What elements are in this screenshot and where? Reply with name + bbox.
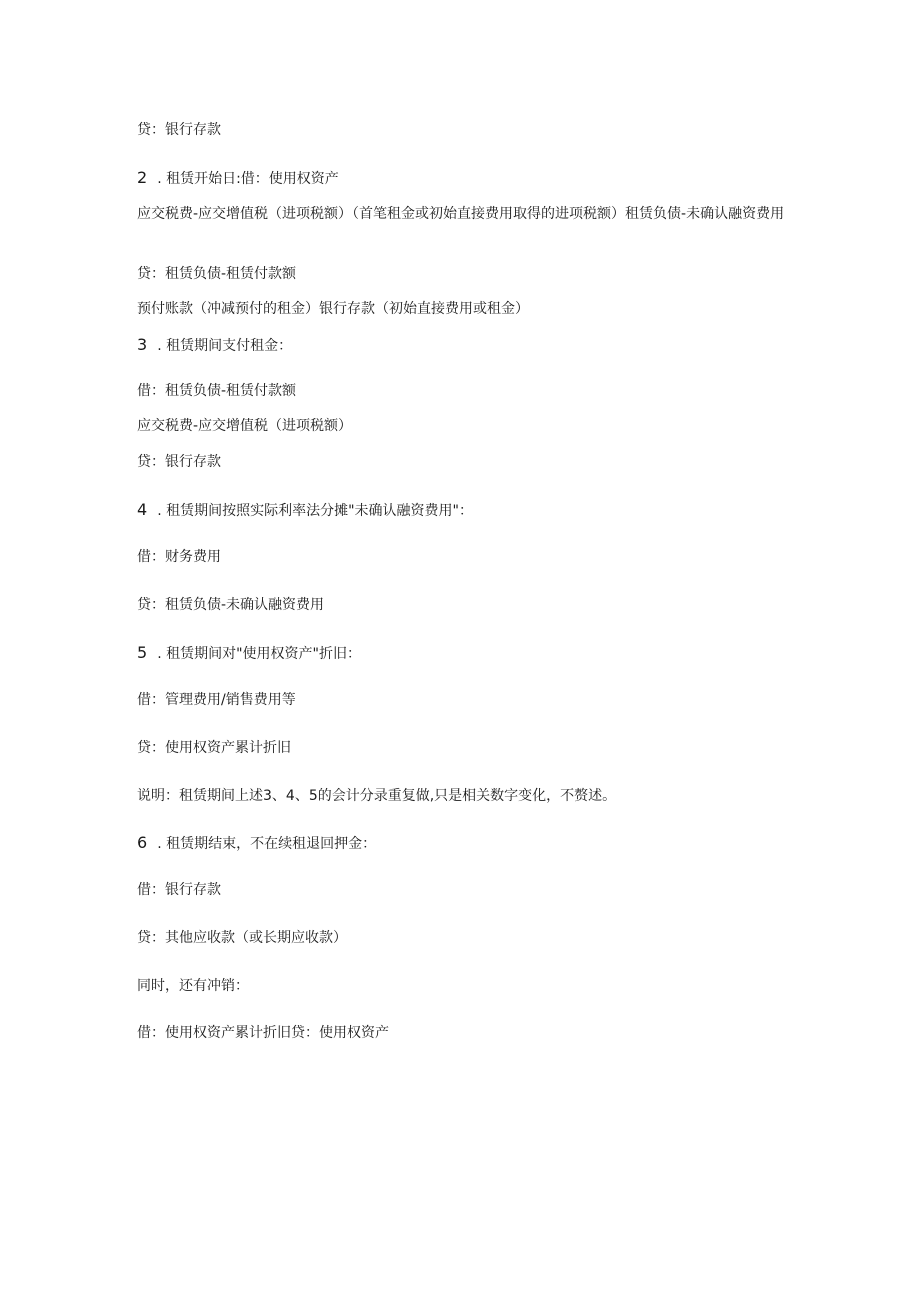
section-number: 6 (137, 833, 148, 852)
entry-prepaid-and-bank (137, 299, 787, 319)
line-text: 贷：租赁负债-租赁付款额 (137, 266, 297, 282)
line-text: 租赁期间对"使用权资产"折旧： (166, 646, 361, 662)
line-text: 应交税费-应交增值税（进项税额）（首笔租金或初始直接费用取得的进项税额）租赁负债-未确认融资费用 (137, 206, 785, 222)
entry-debit-finance-expense (137, 547, 787, 567)
entry-tax-and-unrecognized (137, 202, 787, 227)
entry-credit-bank-2 (137, 452, 787, 472)
entry-debit-management-expense (137, 690, 787, 710)
line-text: 借：使用权资产累计折旧贷：使用权资产 (137, 1025, 389, 1041)
section-dot: . (157, 503, 162, 519)
section-dot: . (157, 836, 162, 852)
entry-credit-other-receivables (137, 928, 787, 948)
line-text: 说明：租赁期间上述3、4、5的会计分录重复做,只是相关数字变化，不赘述。 (137, 788, 617, 804)
line-text: 贷：银行存款 (137, 454, 221, 470)
entry-debit-bank (137, 880, 787, 900)
entry-credit-unrecognized (137, 595, 787, 615)
section-number: 3 (137, 335, 148, 354)
line-text: 同时，还有冲销： (137, 978, 249, 994)
section-5-heading (137, 643, 787, 664)
entry-also-writeoff (137, 976, 787, 996)
explanation-note (137, 786, 787, 806)
line-text: 预付账款（冲减预付的租金）银行存款（初始直接费用或租金） (137, 301, 529, 317)
line-text: 借：租赁负债-租赁付款额 (137, 383, 297, 399)
entry-credit-lease-payment (137, 264, 787, 284)
line-text: 借：银行存款 (137, 882, 221, 898)
section-number: 5 (137, 643, 148, 662)
entry-credit-bank-1 (137, 120, 787, 140)
line-text: 租赁期间支付租金： (166, 338, 293, 354)
entry-credit-accumulated-depreciation (137, 738, 787, 758)
section-2-heading (137, 168, 787, 189)
line-text: 借：管理费用/销售费用等 (137, 692, 296, 708)
entry-writeoff-depreciation (137, 1023, 787, 1043)
section-4-heading (137, 500, 787, 521)
line-text: 贷：租赁负债-未确认融资费用 (137, 597, 325, 613)
section-dot: . (157, 171, 162, 187)
section-number: 2 (137, 168, 148, 187)
entry-tax-input-vat (137, 416, 787, 436)
line-text: 借：财务费用 (137, 549, 221, 565)
line-text: 租赁期间按照实际利率法分摊"未确认融资费用"： (166, 503, 473, 519)
line-text: 贷：银行存款 (137, 122, 221, 138)
line-text: 租赁开始日:借：使用权资产 (166, 171, 339, 187)
line-text: 贷：使用权资产累计折旧 (137, 740, 291, 756)
line-text: 应交税费-应交增值税（进项税额） (137, 418, 353, 434)
entry-debit-lease-payment (137, 381, 787, 401)
section-6-heading (137, 833, 787, 854)
line-text: 租赁期结束，不在续租退回押金： (166, 836, 377, 852)
section-3-heading (137, 335, 787, 356)
section-dot: . (157, 646, 162, 662)
section-number: 4 (137, 500, 148, 519)
line-text: 贷：其他应收款（或长期应收款） (137, 930, 347, 946)
section-dot: . (157, 338, 162, 354)
